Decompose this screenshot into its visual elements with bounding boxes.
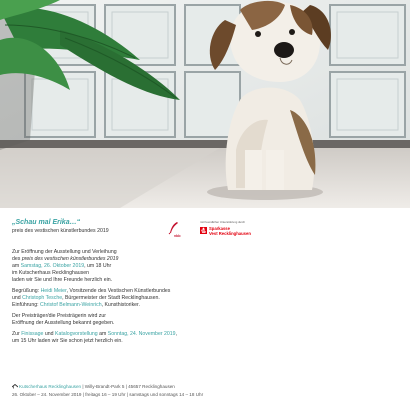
text-fragment: Begrüßung:: [12, 288, 41, 294]
invitation-title: „Schau mal Erika…“: [12, 219, 81, 226]
text-fragment: , Kunsthistoriker.: [101, 302, 140, 308]
venue-address: | Willy-Brandt-Park 5 | 45657 Recklinghausen: [81, 384, 175, 389]
text-fragment: Zur: [12, 331, 22, 337]
opening-date: Samstag, 26. Oktober 2019: [20, 263, 85, 269]
text-line: im Kutscherhaus Recklinghausen: [12, 270, 89, 276]
bank-line1: Sparkasse: [209, 226, 230, 231]
text-line: um 15 Uhr laden wir Sie schon jetzt herzlich ein.: [12, 338, 123, 344]
finissage-label: Finissage: [21, 331, 44, 337]
footer-hours: 26. Oktober – 24. November 2019 | freitags 16 – 19 Uhr | samstags und sonntags 14 – 18 Uhr: [12, 392, 204, 397]
speaker-name: Heidi Meier: [40, 288, 67, 294]
quill-icon: [166, 221, 180, 235]
bank-line2: Vest Recklinghausen: [209, 230, 251, 236]
text-fragment: des: [12, 256, 22, 262]
sponsor-caption: mit freundlicher Unterstützung durch: [200, 220, 246, 224]
text-fragment: am: [12, 263, 21, 269]
finissage-date: Sonntag, 24. November 2019: [107, 331, 176, 337]
text-fragment: und: [12, 295, 23, 301]
text-line: [12, 256, 312, 263]
text-line: [12, 302, 312, 309]
text-fragment: Einführung:: [12, 302, 40, 308]
text-fragment: ,: [175, 331, 177, 337]
vkb-label: vkb: [174, 234, 181, 238]
text-line: Zur Eröffnung der Ausstellung und Verleihung: [12, 249, 117, 255]
sponsor-block: [200, 220, 270, 237]
text-fragment: und: [43, 331, 55, 337]
prize-name: preis des vestischen künstlerbundes 2019: [21, 256, 119, 262]
text-line: Der Preisträger/die Preisträgerin wird zur: [12, 313, 106, 319]
paragraph-winner: [12, 313, 312, 327]
sponsor-bank-name: [209, 227, 251, 237]
vkb-logo: [166, 221, 190, 243]
paragraph-finissage: [12, 331, 312, 345]
paragraph-speakers: [12, 288, 312, 309]
catalog-label: Katalogvorstellung: [54, 331, 98, 337]
text-line: laden wir Sie und Ihre Freunde herzlich ein.: [12, 277, 113, 283]
footer-venue-line: [12, 383, 203, 391]
text-line: Eröffnung der Ausstellung bekannt gegeben.: [12, 320, 115, 326]
text-line: [12, 295, 312, 302]
text-fragment: , um 18 Uhr: [84, 263, 112, 269]
footer: [12, 383, 203, 399]
text-line: [12, 288, 312, 295]
text-line: [12, 331, 312, 338]
invitation-body: [12, 249, 312, 349]
text-fragment: am: [97, 331, 108, 337]
venue-name: Kutscherhaus Recklinghausen: [19, 384, 82, 389]
invitation-subtitle: preis des vestischen künstlerbundes 2019: [12, 228, 109, 234]
text-fragment: , Bürgermeister der Stadt Recklinghausen.: [62, 295, 160, 301]
speaker-name: Christof Belmann-Weinrich: [39, 302, 102, 308]
house-roof-icon: [12, 384, 18, 389]
text-line: [12, 263, 312, 270]
sparkasse-s-icon: [200, 227, 207, 234]
text-fragment: , Vorsitzende des Vestischen Künstlerbundes: [66, 288, 171, 294]
speaker-name: Christoph Tesche: [22, 295, 63, 301]
paragraph-opening: [12, 249, 312, 284]
